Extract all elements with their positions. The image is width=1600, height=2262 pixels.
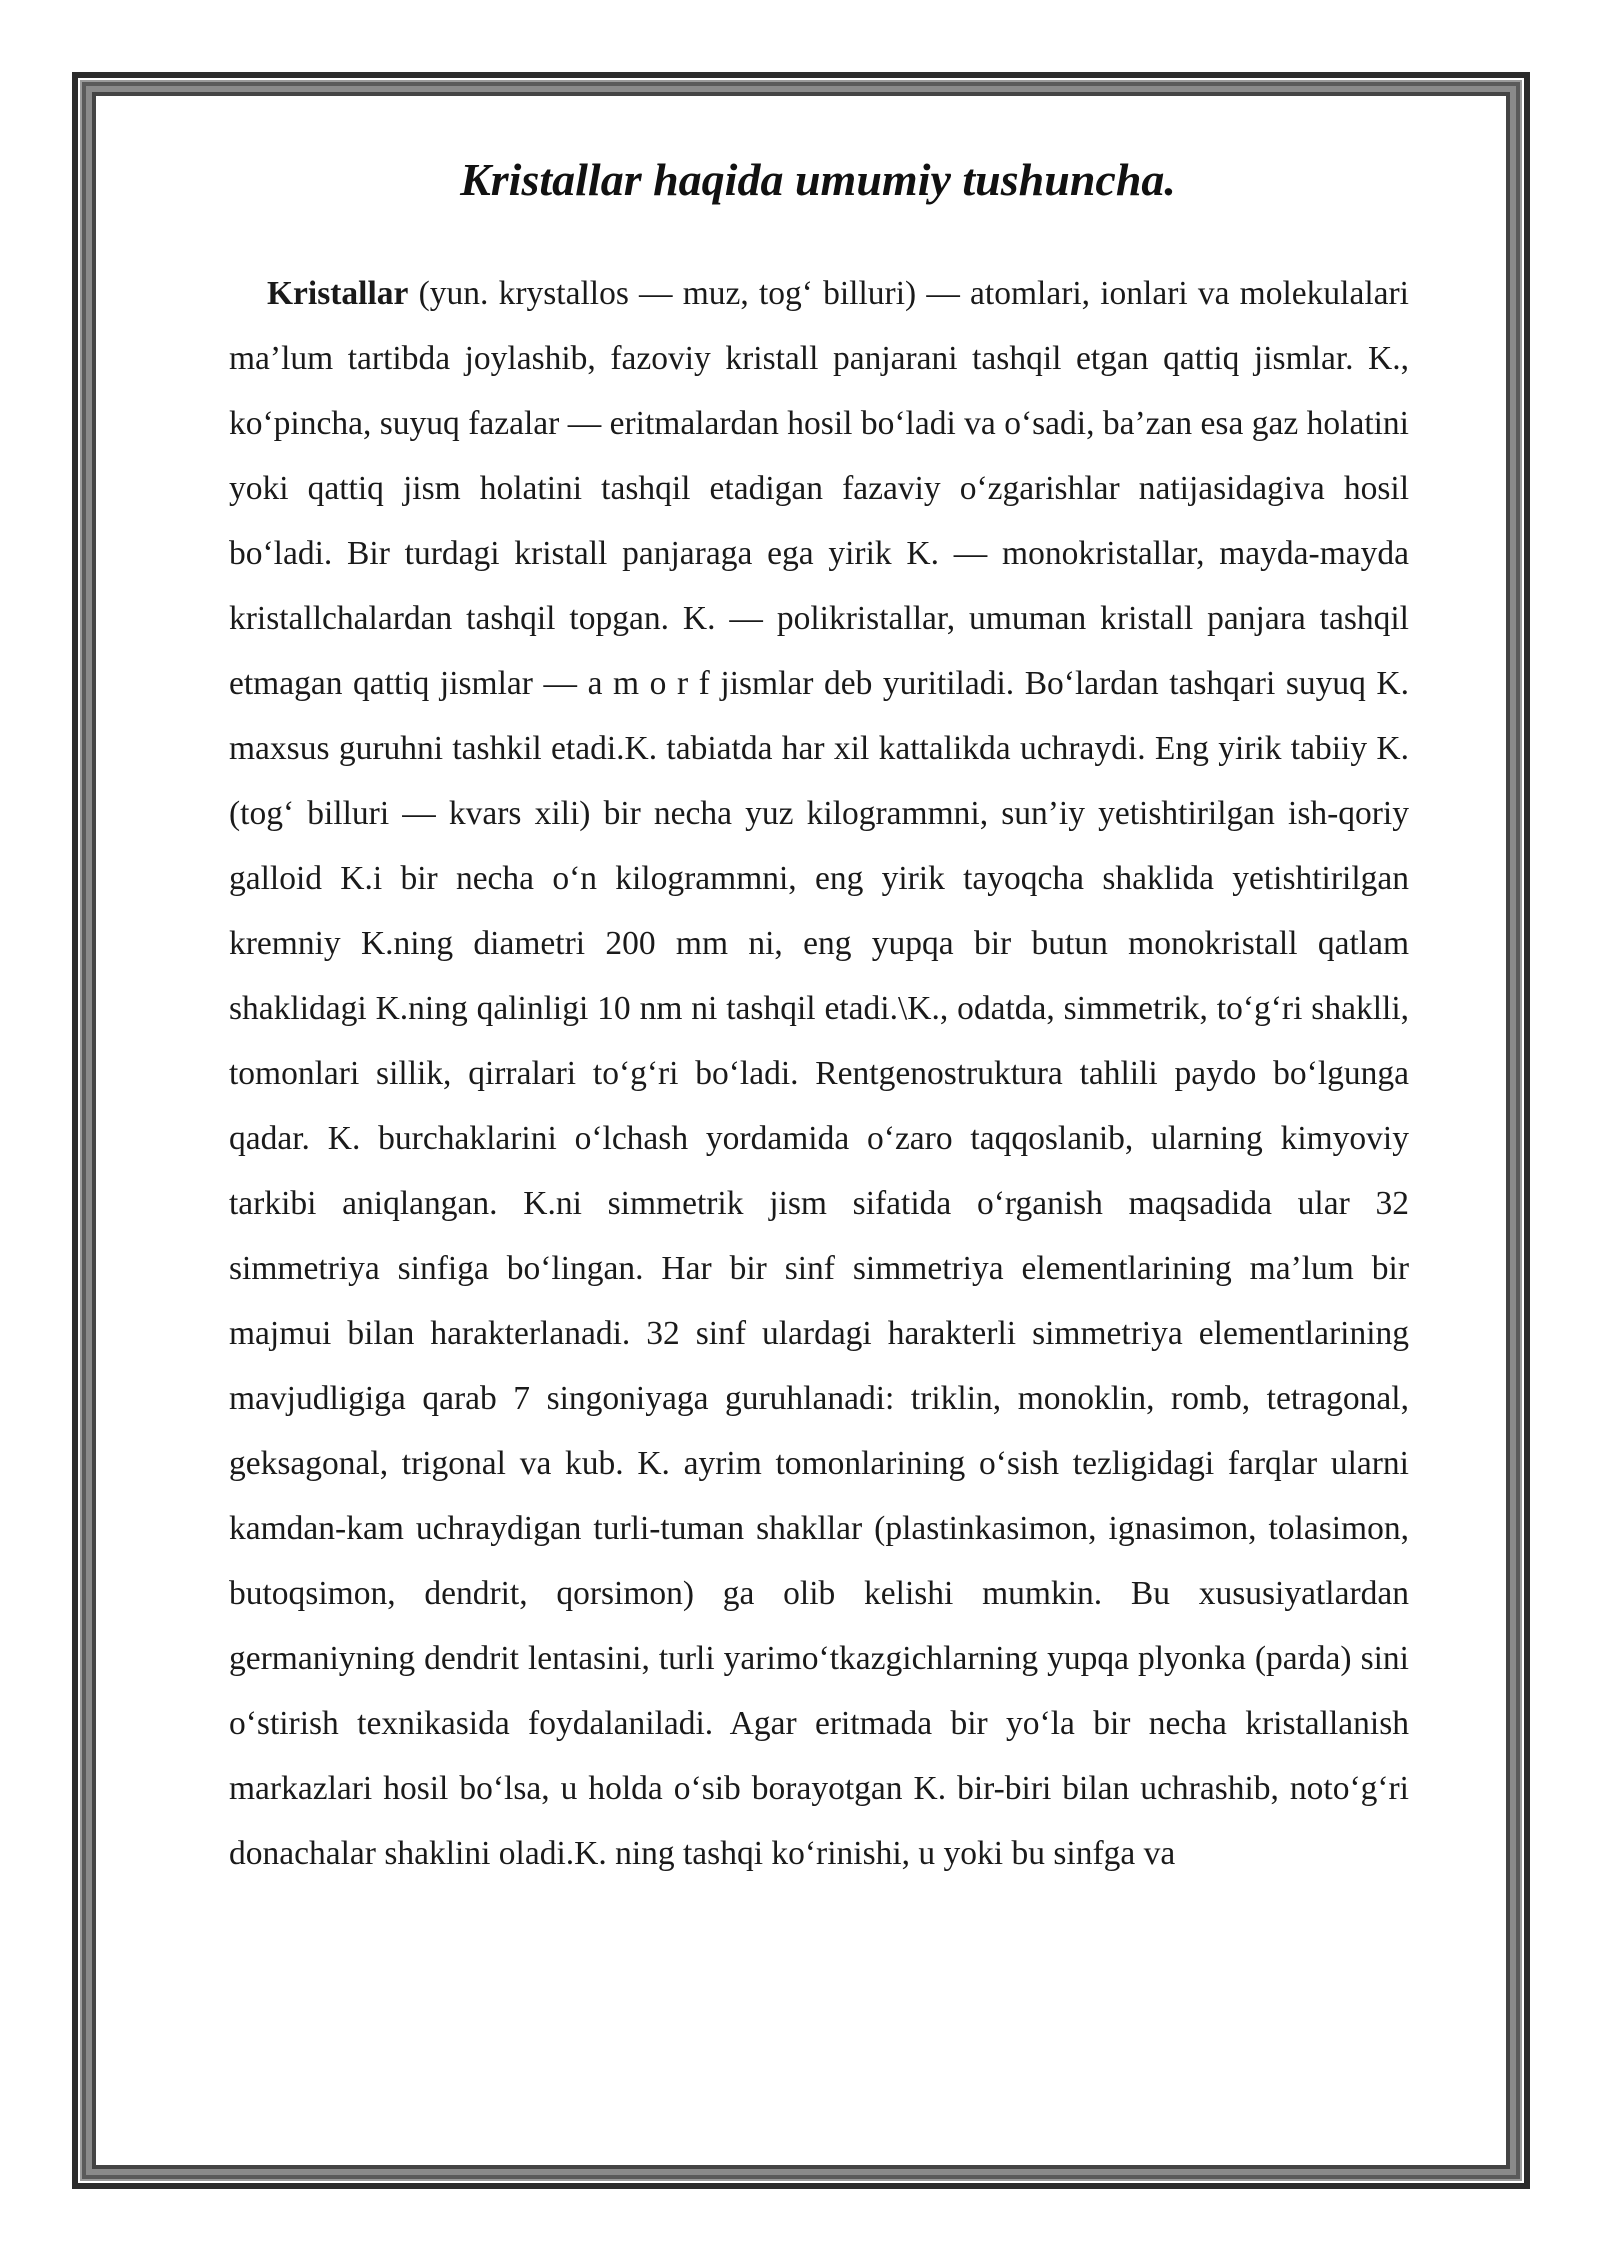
body-paragraph bbox=[229, 261, 1409, 1886]
page-title: Kristallar haqida umumiy tushuncha. bbox=[460, 154, 1176, 205]
paragraph-text: (yun. krystallos — muz, tog‘ billuri) — atomlari, ionlari va molekulalari ma’lum tartibda joylashib, fazoviy kristall panjarani tashqil etgan qattiq jismlar. K., ko‘pincha, suyuq fazalar — eritmalardan hosil bo‘ladi va o‘sadi, ba’zan esa gaz holatini yoki qattiq jism holatini tashqil etadigan fazaviy o‘zgarishlar natijasidagiva hosil bo‘ladi. Bir turdagi kristall panjaraga ega yirik K. — monokristallar, mayda-mayda kristallchalardan tashqil topgan. K. — polikristallar, umuman kristall panjara tashqil etmagan qattiq jismlar — a m o r f jismlar deb yuritiladi. Bo‘lardan tashqari suyuq K. maxsus guruhni tashkil etadi.K. tabiatda har xil kattalikda uchraydi. Eng yirik tabiiy K. (tog‘ billuri — kvars xili) bir necha yuz kilogrammni, sun’iy yetishtirilgan ish-qoriy galloid K.i bir necha o‘n kilogrammni, eng yirik tayoqcha shaklida yetishtirilgan kremniy K.ning diametri 200 mm ni, eng yupqa bir butun monokristall qatlam shaklidagi K.ning qalinligi 10 nm ni tashqil etadi.\K., odatda, simmetrik, to‘g‘ri shaklli, tomonlari sillik, qirralari to‘g‘ri bo‘ladi. Rentgenostruktura tahlili paydo bo‘lgunga qadar. K. burchaklarini o‘lchash yordamida o‘zaro taqqoslanib, ularning kimyoviy tarkibi aniqlangan. K.ni simmetrik jism sifatida o‘rganish maqsadida ular 32 simmetriya sinfiga bo‘lingan. Har bir sinf simmetriya elementlarining ma’lum bir majmui bilan harakterlanadi. 32 sinf ulardagi harakterli simmetriya elementlarining mavjudligiga qarab 7 singoniyaga guruhlanadi: triklin, monoklin, romb, tetragonal, geksagonal, trigonal va kub. K. ayrim tomonlarining o‘sish tezligidagi farqlar ularni kamdan-kam uchraydigan turli-tuman shakllar (plastinkasimon, ignasimon, tolasimon, butoqsimon, dendrit, qorsimon) ga olib kelishi mumkin. Bu xususiyatlardan germaniyning dendrit lentasini, turli yarimo‘tkazgichlarning yupqa plyonka (parda) sini o‘stirish texnikasida foydalaniladi. Agar eritmada bir yo‘la bir necha kristallanish markazlari hosil bo‘lsa, u holda o‘sib borayotgan K. bir-biri bilan uchrashib, noto‘g‘ri donachalar shaklini oladi.K. ning tashqi ko‘rinishi, u yoki bu sinfga va bbox=[229, 275, 1409, 1872]
lead-term: Kristallar bbox=[267, 275, 409, 312]
